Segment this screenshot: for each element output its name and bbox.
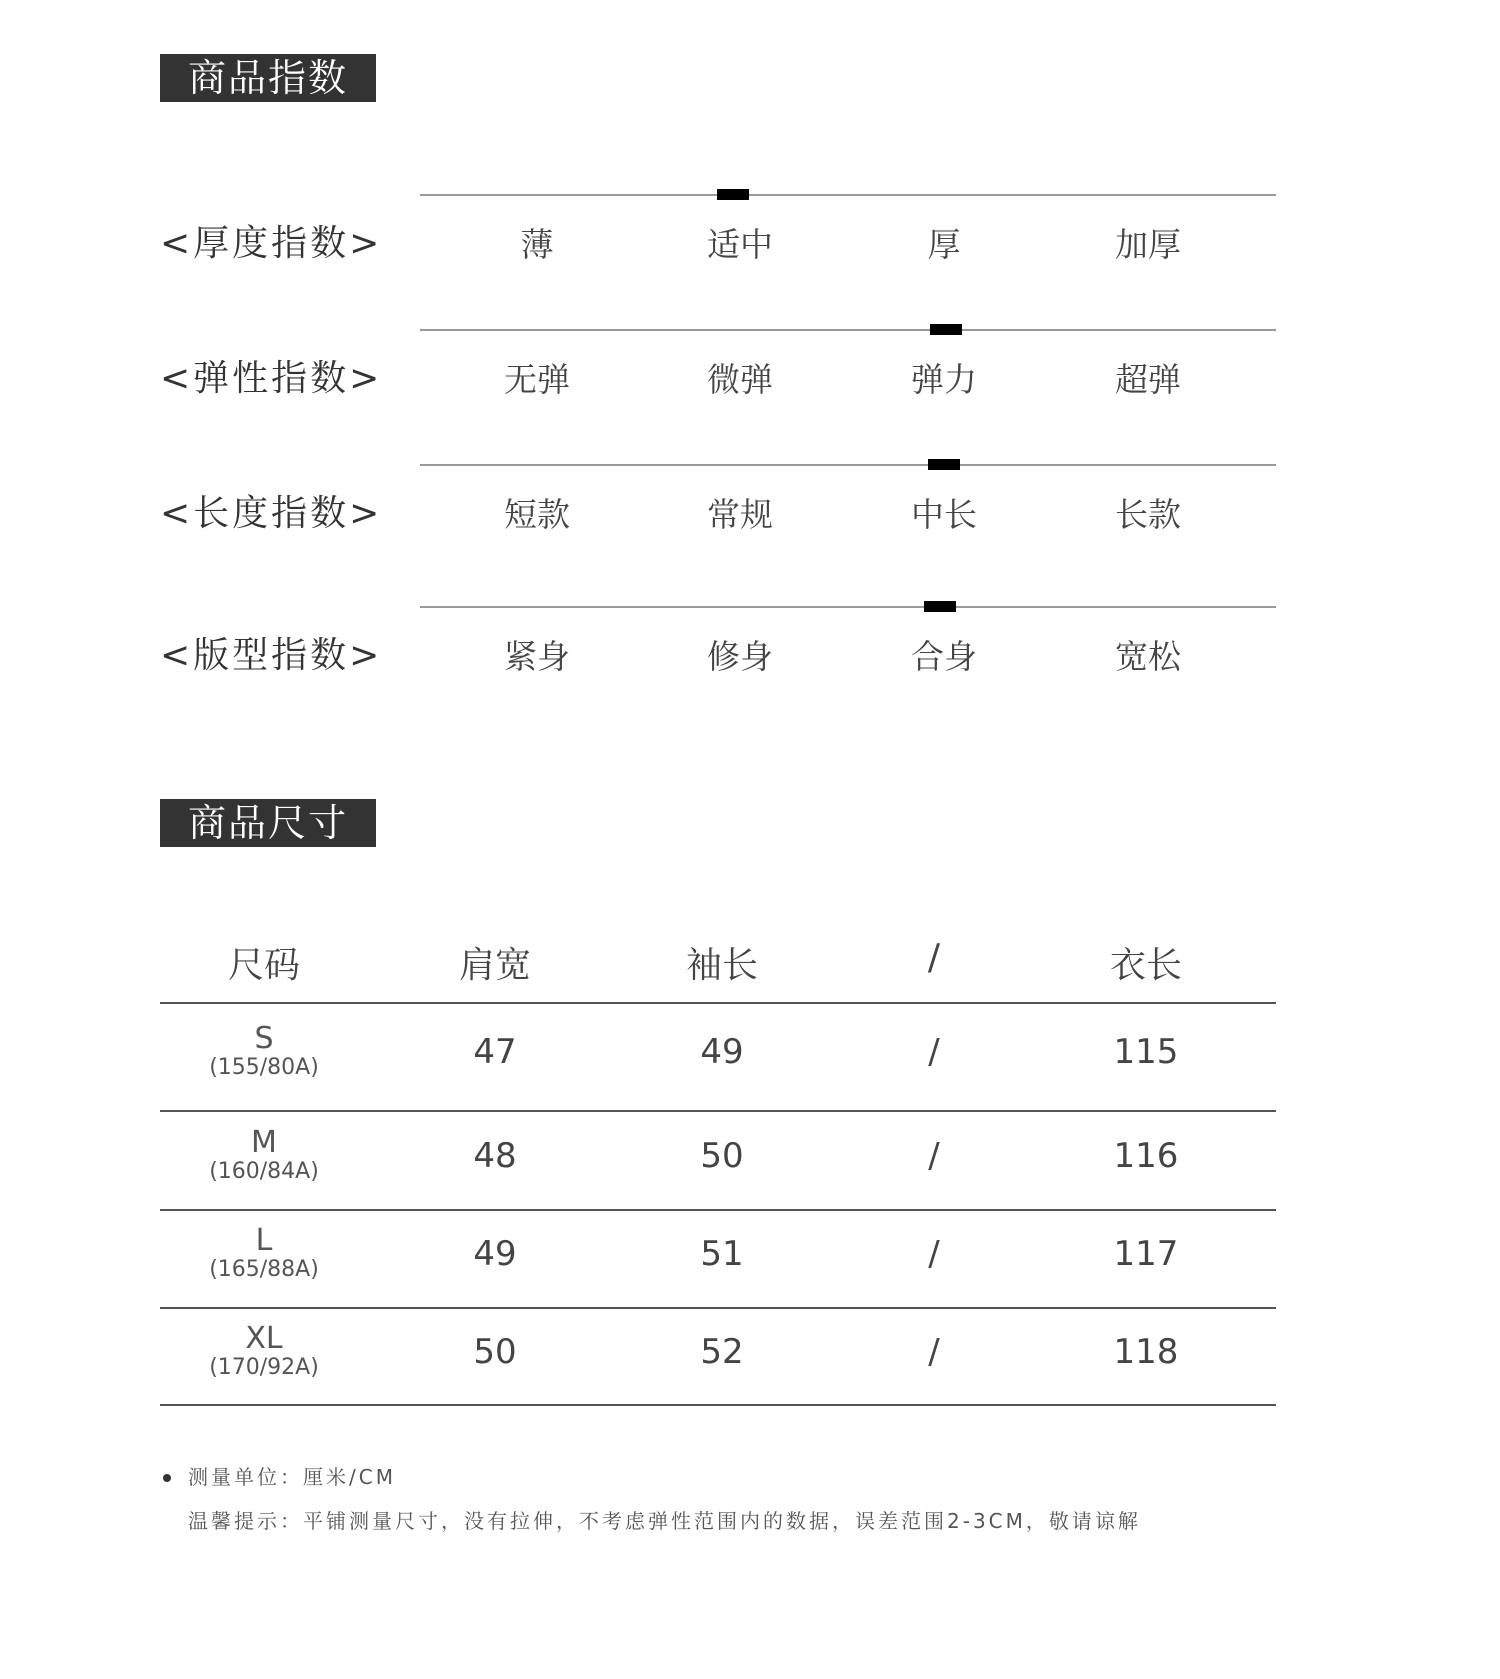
table-row: [160, 1307, 1276, 1404]
size-name: S: [254, 1021, 274, 1056]
cell-slash: /: [928, 1135, 940, 1176]
cell-length: 115: [1113, 1032, 1179, 1072]
size-table: [160, 935, 1276, 1380]
index-option: 宽松: [1115, 637, 1181, 676]
size-name: L: [255, 1223, 273, 1258]
cell-size: [164, 1223, 364, 1284]
table-row: [160, 1002, 1276, 1110]
header-length: 衣长: [1109, 945, 1182, 986]
index-marker: [717, 189, 749, 200]
cell-sleeve: 50: [700, 1135, 744, 1176]
index-option: 适中: [707, 225, 773, 264]
size-spec: (160/84A): [209, 1158, 319, 1184]
index-option: 微弹: [707, 360, 773, 399]
size-spec: (170/92A): [209, 1354, 319, 1380]
index-label: <版型指数>: [160, 635, 383, 676]
index-option: 常规: [707, 495, 773, 534]
index-marker: [924, 601, 956, 612]
index-option: 长款: [1115, 495, 1181, 534]
cell-sleeve: 51: [700, 1234, 744, 1274]
size-table-header: [160, 935, 1276, 1002]
index-option: 紧身: [504, 637, 570, 676]
note-tip: [160, 1506, 1141, 1550]
cell-shoulder: 50: [473, 1331, 517, 1372]
note-tip-text: 温馨提示：平铺测量尺寸，没有拉伸，不考虑弹性范围内的数据，误差范围2-3CM，敬请谅解: [188, 1509, 1141, 1533]
index-option: 短款: [504, 495, 570, 534]
header-sleeve: 袖长: [685, 945, 758, 986]
index-marker: [928, 459, 960, 470]
table-row: [160, 1209, 1276, 1307]
cell-slash: /: [928, 1032, 940, 1072]
section-title-product-size: 商品尺寸: [160, 799, 376, 847]
cell-size: [164, 1124, 364, 1186]
section-title-product-index: 商品指数: [160, 54, 376, 102]
header-shoulder: 肩宽: [458, 945, 531, 986]
index-option: 薄: [520, 225, 554, 264]
index-option: 无弹: [504, 360, 570, 399]
cell-size: [164, 1021, 364, 1082]
cell-length: 117: [1113, 1234, 1179, 1274]
index-option: 弹力: [911, 360, 977, 399]
header-slash: /: [927, 937, 941, 978]
index-option: 超弹: [1115, 360, 1181, 399]
table-rule: [160, 1404, 1276, 1406]
index-scale-line: [420, 329, 1276, 331]
index-marker: [930, 324, 962, 335]
table-row: [160, 1110, 1276, 1209]
index-option: 合身: [911, 637, 977, 676]
index-option: 修身: [707, 637, 773, 676]
cell-shoulder: 47: [473, 1032, 517, 1072]
cell-slash: /: [928, 1234, 940, 1274]
index-scale-line: [420, 464, 1276, 466]
size-spec: (165/88A): [209, 1257, 319, 1282]
cell-shoulder: 49: [473, 1234, 517, 1274]
index-option: 中长: [911, 495, 977, 534]
size-spec: (155/80A): [209, 1055, 319, 1080]
size-name: M: [251, 1124, 277, 1160]
notes: [160, 1462, 1141, 1550]
index-label: <弹性指数>: [160, 358, 383, 399]
header-size: 尺码: [227, 945, 300, 986]
size-name: XL: [245, 1320, 283, 1356]
cell-sleeve: 49: [700, 1032, 744, 1072]
cell-length: 116: [1113, 1135, 1179, 1176]
cell-sleeve: 52: [700, 1331, 744, 1372]
note-unit-text: 测量单位：厘米/CM: [188, 1465, 396, 1489]
cell-shoulder: 48: [473, 1135, 517, 1176]
bullet-icon: [163, 1474, 171, 1482]
index-scale-line: [420, 606, 1276, 608]
cell-length: 118: [1113, 1331, 1179, 1372]
index-option: 厚: [927, 225, 961, 264]
index-label: <长度指数>: [160, 493, 383, 534]
cell-size: [164, 1320, 364, 1382]
index-scale-line: [420, 194, 1276, 196]
note-unit: [160, 1462, 1141, 1506]
index-label: <厚度指数>: [160, 223, 383, 264]
index-option: 加厚: [1115, 225, 1181, 264]
cell-slash: /: [928, 1331, 940, 1372]
